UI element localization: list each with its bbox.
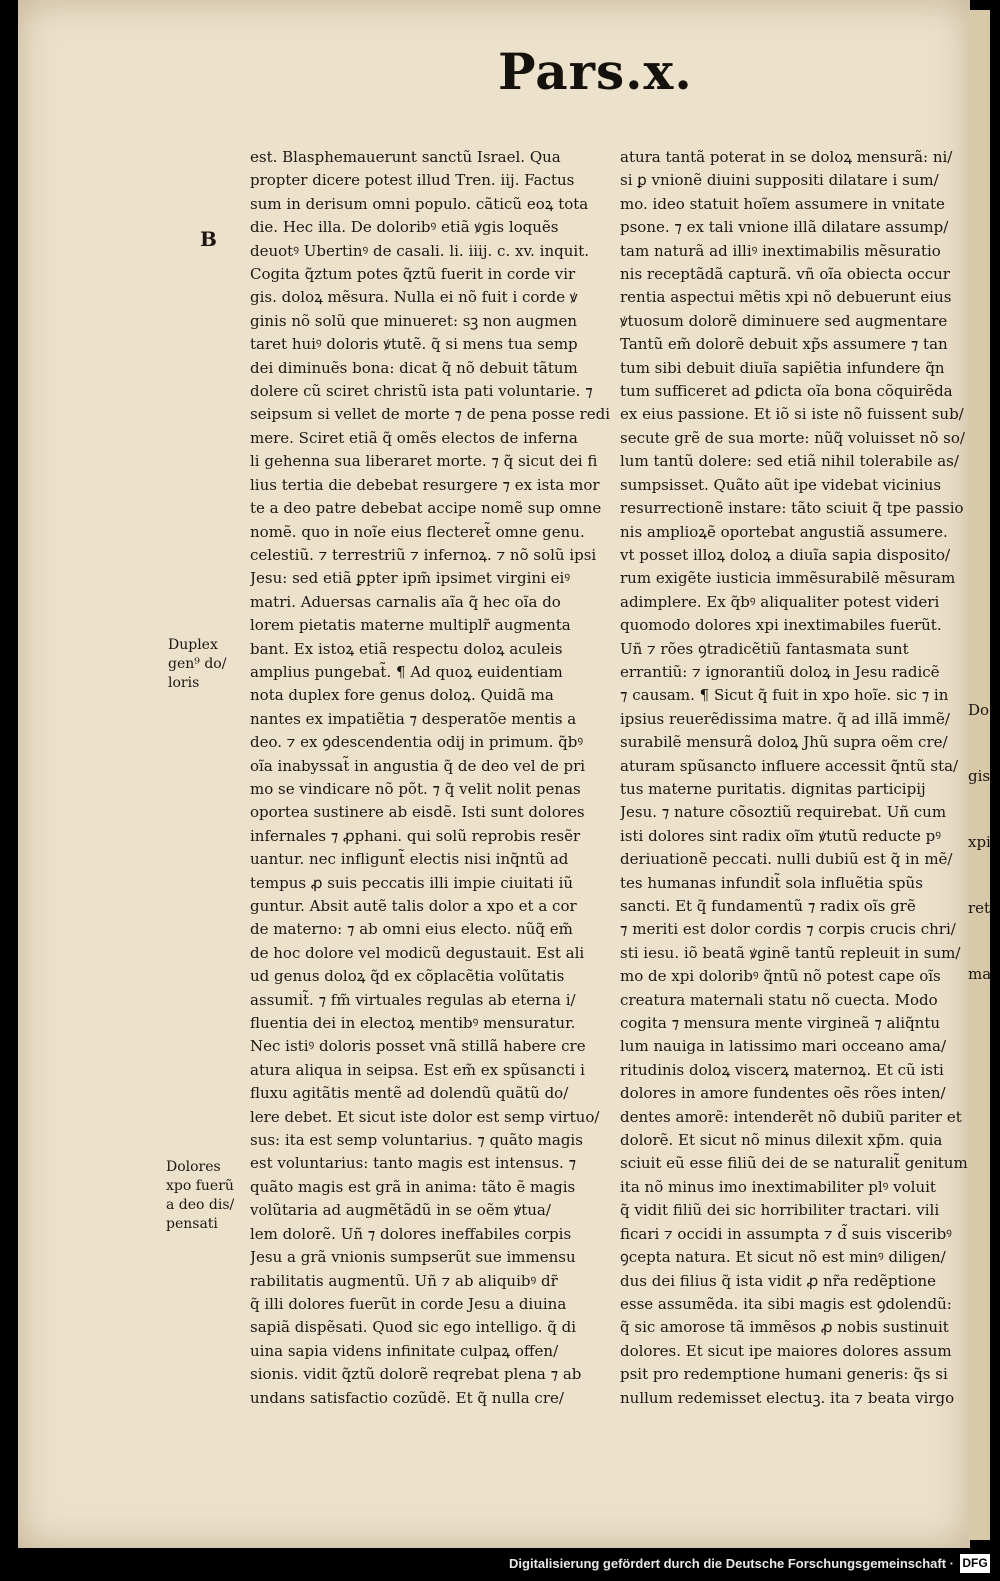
- text-line: tum sufficeret ad ꝑdicta oĩa bona cõquirẽda: [620, 382, 953, 401]
- text-line: amplius pungebat̃. ¶ Ad quoꝝ euidentiam: [250, 662, 563, 681]
- text-line: mo se vindicare nõ põt. ⁊ q̃ velit nolit penas: [250, 779, 581, 798]
- text-line: esse assumẽda. ita sibi magis est ꝯdolendũ:: [620, 1294, 952, 1313]
- text-line: si ꝑ vnionẽ diuini suppositi dilatare i sum/: [620, 171, 939, 190]
- text-line: lius tertia die debebat resurgere ⁊ ex ista mor: [250, 475, 600, 494]
- text-line: matri. Aduersas carnalis aĩa q̃ hec oĩa do: [250, 592, 561, 611]
- text-line: Jesu a grã vnionis sumpserũt sue immensu: [250, 1248, 576, 1267]
- text-line: mo de xpi doloribꝰ q̃ntũ nõ potest cape oĩs: [620, 967, 941, 986]
- text-line: fluxu agitãtis mentẽ ad dolendũ quãtũ do/: [250, 1084, 569, 1103]
- text-line: rum exigẽte iusticia immẽsurabilẽ mẽsuram: [620, 569, 956, 588]
- text-line: sionis. vidit q̃ztũ dolorẽ reqrebat plena ⁊ ab: [250, 1365, 582, 1384]
- text-line: deriuationẽ peccati. nulli dubiũ est q̃ in mẽ/: [620, 850, 953, 869]
- text-line: nomẽ. quo in noĩe eius flecteret̃ omne genu.: [250, 522, 585, 541]
- text-line: ex eius passione. Et iõ si iste nõ fuissent sub/: [620, 405, 964, 424]
- text-line: sus: ita est semp voluntarius. ⁊ quãto magis: [250, 1131, 583, 1150]
- page-header: Pars.x.: [498, 42, 693, 101]
- text-line: sumpsisset. Quãto aũt ipe videbat vicinius: [620, 475, 942, 494]
- text-line: isti dolores sint radix oĩm ꝟtutũ reducte pꝰ: [620, 826, 941, 845]
- text-line: lere debet. Et sicut iste dolor est semp virtuo/: [250, 1107, 600, 1126]
- text-line: de materno: ⁊ ab omni eius electo. nũq̃ em̃: [250, 920, 573, 939]
- text-line: li gehenna sua liberaret morte. ⁊ q̃ sicut dei fi: [250, 452, 598, 471]
- margin-note-line: loris: [168, 675, 200, 691]
- margin-note-line: pensati: [166, 1216, 218, 1232]
- text-line: die. Hec illa. De doloribꝰ etiã ꝟgis loquẽs: [250, 218, 559, 237]
- margin-note-line: Duplex: [168, 637, 218, 653]
- text-line: sancti. Et q̃ fundamentũ ⁊ radix oĩs grẽ: [620, 897, 916, 915]
- text-line: uantur. nec infligunt̃ electis nisi inq̃ntũ ad: [250, 850, 569, 869]
- text-line: q̃ illi dolores fuerũt in corde Jesu a diuina: [250, 1294, 567, 1313]
- text-line: mo. ideo statuit hoĩem assumere in vnitate: [620, 194, 945, 213]
- text-line: Tantũ em̃ dolorẽ debuit xp̃s assumere ⁊ tan: [620, 335, 948, 354]
- text-line: ginis nõ solũ que minueret: sꝫ non augmen: [250, 311, 577, 330]
- text-line: Jesu. ⁊ nature cõsoztiũ requirebat. Uñ cum: [620, 803, 947, 822]
- text-line: mere. Sciret etiã q̃ omẽs electos de inferna: [250, 428, 578, 447]
- dfg-logo: DFG: [960, 1554, 990, 1573]
- text-line: de hoc dolore vel modicũ degustauit. Est ali: [250, 943, 585, 962]
- fragment-line: Do: [968, 701, 990, 719]
- text-line: Jesu: sed etiã ꝑpter ipm̃ ipsimet virgini eiꝰ: [250, 569, 571, 588]
- facing-page-fragment: [968, 655, 992, 1029]
- text-line: dentes amorẽ: intenderẽt nõ dubiũ pariter et: [620, 1107, 962, 1126]
- text-line: ꝟtuosum dolorẽ diminuere sed augmentare: [620, 311, 948, 330]
- text-line: gis. doloꝝ mẽsura. Nulla ei nõ fuit i corde ꝟ: [250, 288, 578, 307]
- text-line: secute grẽ de sua morte: nũq̃ voluisset nõ so/: [620, 428, 965, 447]
- text-line: assumit̃. ⁊ fm̃ virtuales regulas ab eterna i/: [250, 990, 576, 1009]
- text-line: Uñ ⁊ rões ꝯtradicẽtiũ fantasmata sunt: [620, 639, 909, 658]
- text-line: vt posset illoꝝ doloꝝ a diuĩa sapia disposito/: [620, 545, 951, 564]
- text-line: oĩa inabyssat̃ in angustia q̃ de deo vel de pri: [250, 756, 586, 775]
- left-text-column: [250, 146, 612, 1410]
- margin-note-line: Dolores: [166, 1159, 221, 1175]
- text-line: ita nõ minus imo inextimabiliter plꝰ voluit: [620, 1177, 936, 1196]
- text-line: undans satisfactio cozũdẽ. Et q̃ nulla cre/: [250, 1388, 564, 1407]
- text-line: surabilẽ mensurã doloꝝ Jhũ supra oẽm cre/: [620, 733, 948, 752]
- margin-note-line: xpo fuerũ: [166, 1178, 234, 1194]
- text-line: tum sibi debuit diuĩa sapiẽtia infundere q̃n: [620, 358, 945, 377]
- text-line: tus materne puritatis. dignitas participij: [620, 779, 926, 798]
- text-line: ꝯcepta natura. Et sicut nõ est minꝰ diligen/: [620, 1248, 946, 1267]
- text-line: sum in derisum omni populo. cãticũ eoꝝ tota: [250, 194, 589, 213]
- text-line: fluentia dei in electoꝝ mentibꝰ mensuratur.: [250, 1014, 576, 1033]
- text-line: dus dei filius q̃ ista vidit ꝓ nr̃a redẽptione: [620, 1271, 937, 1290]
- text-line: deo. ⁊ ex ꝯdescendentia odij in primum. q̃bꝰ: [250, 733, 584, 752]
- text-line: volũtaria ad augmẽtãdũ in se oẽm ꝟtua/: [250, 1201, 551, 1220]
- text-line: te a deo patre debebat accipe nomẽ sup omne: [250, 499, 602, 518]
- text-line: celestiũ. ⁊ terrestriũ ⁊ infernoꝝ. ⁊ nõ solũ ipsi: [250, 545, 597, 564]
- text-line: dolores. Et sicut ipe maiores dolores assum: [620, 1341, 952, 1360]
- text-line: sciuit eũ esse filiũ dei de se naturalit̃ genitum: [620, 1154, 968, 1173]
- text-line: deuotꝰ Ubertinꝰ de casali. li. iiij. c. xv. inquit.: [250, 241, 589, 260]
- text-line: dolorẽ. Et sicut nõ minus dilexit xp̃m. quia: [620, 1131, 943, 1150]
- text-line: sapiã dispẽsati. Quod sic ego intelligo. q̃ di: [250, 1318, 577, 1337]
- text-line: tempus ꝓ suis peccatis illi impie ciuitati iũ: [250, 873, 574, 892]
- text-line: lum nauiga in latissimo mari occeano ama/: [620, 1037, 947, 1056]
- text-line: ipsius reuerẽdissima matre. q̃ ad illã immẽ/: [620, 709, 950, 728]
- text-line: tam naturã ad illiꝰ inextimabilis mẽsuratio: [620, 241, 941, 260]
- text-line: ⁊ meriti est dolor cordis ⁊ corpis crucis chri/: [620, 920, 956, 939]
- text-line: ficari ⁊ occidi in assumpta ⁊ d̃ suis visceribꝰ: [620, 1224, 952, 1243]
- text-line: dei diminuẽs bona: dicat q̃ nõ debuit tãtum: [250, 358, 578, 377]
- fragment-line: xpi: [968, 833, 991, 851]
- fragment-line: gis: [968, 767, 991, 785]
- text-line: est voluntarius: tanto magis est intensus. ⁊: [250, 1154, 577, 1173]
- text-line: aturam spũsancto influere accessit q̃ntũ sta/: [620, 756, 959, 775]
- text-line: rentia aspectui mẽtis xpi nõ debuerunt eius: [620, 288, 952, 307]
- text-line: nis receptãdã capturã. vñ oĩa obiecta occur: [620, 265, 950, 284]
- text-line: Nec istiꝰ doloris posset vnã stillã habere cre: [250, 1037, 586, 1056]
- text-line: nis amplioꝝẽ oportebat angustiã assumere.: [620, 522, 948, 541]
- margin-note-dolores: [166, 1158, 234, 1234]
- text-line: nantes ex impatiẽtia ⁊ desperatõe mentis a: [250, 709, 577, 728]
- text-line: ud genus doloꝝ q̃d ex cõplacẽtia volũtatis: [250, 967, 565, 986]
- text-line: dolores in amore fundentes oẽs rões inten/: [620, 1084, 946, 1103]
- text-line: resurrectionẽ instare: tãto sciuit q̃ tpe passio: [620, 499, 964, 518]
- fragment-line: ret: [968, 899, 991, 917]
- right-text-column: [620, 146, 980, 1410]
- initial-letter: B: [200, 227, 217, 251]
- text-line: nota duplex fore genus doloꝝ. Quidã ma: [250, 686, 554, 705]
- text-line: q̃ sic amorose tã immẽsos ꝓ nobis sustinuit: [620, 1318, 949, 1337]
- text-line: errantiũ: ⁊ ignorantiũ doloꝝ in Jesu radicẽ: [620, 662, 940, 681]
- text-line: adimplere. Ex q̃bꝰ aliqualiter potest videri: [620, 592, 940, 611]
- text-line: lorem pietatis materne multiplr̃ augmenta: [250, 616, 571, 635]
- text-line: infernales ⁊ ꝓphani. qui solũ reprobis resẽr: [250, 826, 581, 845]
- text-line: Cogita q̃ztum potes q̃ztũ fuerit in corde vir: [250, 265, 576, 284]
- text-line: quomodo dolores xpi inextimabiles fuerũt.: [620, 616, 942, 635]
- margin-note-duplex: [168, 636, 226, 693]
- text-line: taret huiꝰ doloris ꝟtutẽ. q̃ si mens tua semp: [250, 335, 578, 354]
- book-page: [18, 0, 970, 1548]
- text-line: rabilitatis augmentũ. Uñ ⁊ ab aliquibꝰ dr̃: [250, 1271, 558, 1290]
- text-line: cogita ⁊ mensura mente virgineã ⁊ aliq̃ntu: [620, 1014, 941, 1033]
- text-line: atura tantã poterat in se doloꝝ mensurã: ni/: [620, 148, 953, 166]
- text-line: dolere cũ sciret christũ ista pati voluntarie. ⁊: [250, 382, 593, 401]
- text-line: ⁊ causam. ¶ Sicut q̃ fuit in xpo hoĩe. sic ⁊ in: [620, 686, 949, 705]
- text-line: quãto magis est grã in anima: tãto ẽ magis: [250, 1177, 576, 1196]
- text-line: nullum redemisset electuꝫ. ita ⁊ beata virgo: [620, 1388, 955, 1407]
- text-line: lem dolorẽ. Uñ ⁊ dolores ineffabiles corpis: [250, 1224, 572, 1243]
- margin-note-line: gen⁹ do/: [168, 656, 227, 672]
- text-line: bant. Ex istoꝝ etiã respectu doloꝝ aculeis: [250, 639, 563, 658]
- text-line: atura aliqua in seipsa. Est em̃ ex spũsancti i: [250, 1060, 585, 1079]
- text-line: q̃ vidit filiũ dei sic horribiliter tractari. vili: [620, 1201, 940, 1220]
- text-line: psone. ⁊ ex tali vnione illã dilatare assump/: [620, 218, 949, 237]
- text-line: lum tantũ dolere: sed etiã nihil tolerabile as/: [620, 452, 959, 471]
- text-line: tes humanas infundit̃ sola influẽtia spũs: [620, 873, 923, 892]
- text-line: sti iesu. iõ beatã ꝟginẽ tantũ repleuit in sum/: [620, 943, 961, 962]
- footer-bar: [0, 1548, 1000, 1581]
- text-line: uina sapia videns infinitate culpaꝝ offen/: [250, 1341, 559, 1360]
- margin-note-line: a deo dis/: [166, 1197, 235, 1213]
- text-line: ritudinis doloꝝ viscerꝝ maternoꝝ. Et cũ isti: [620, 1060, 944, 1079]
- text-line: psit pro redemptione humani generis: q̃s si: [620, 1365, 948, 1384]
- text-line: est. Blasphemauerunt sanctũ Israel. Qua: [250, 148, 561, 166]
- text-line: seipsum si vellet de morte ⁊ de pena posse redi: [250, 405, 610, 424]
- fragment-line: ma: [968, 965, 992, 983]
- text-line: propter dicere potest illud Tren. iij. Factus: [250, 171, 575, 190]
- text-line: oportea sustinere ab eisdẽ. Isti sunt dolores: [250, 803, 585, 822]
- funding-credit: Digitalisierung gefördert durch die Deutsche Forschungsgemeinschaft ·: [509, 1556, 954, 1571]
- text-line: guntur. Absit autẽ talis dolor a xpo et a cor: [250, 897, 577, 915]
- text-line: creatura maternali statu nõ cuecta. Modo: [620, 990, 938, 1009]
